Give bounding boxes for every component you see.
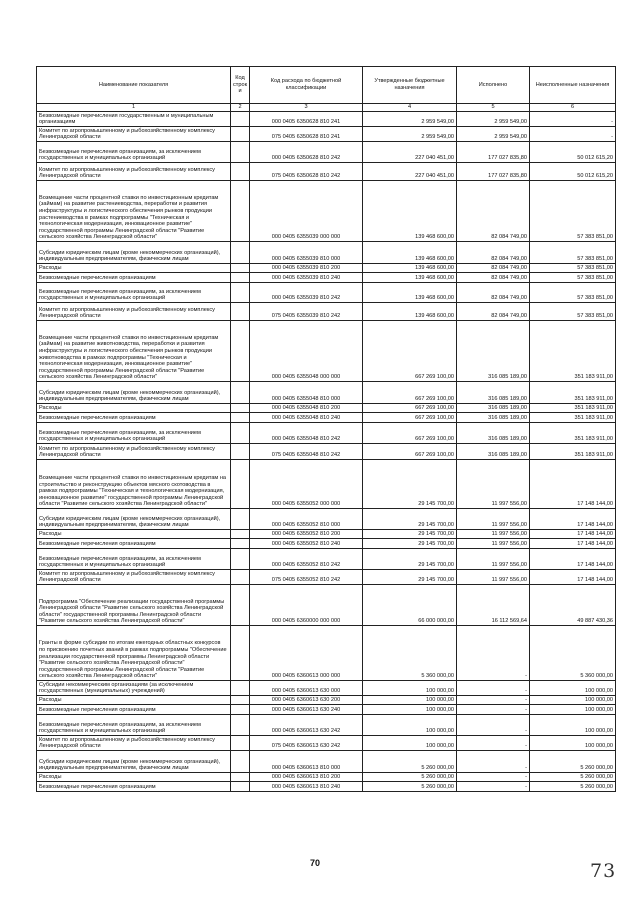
- row-code: 000 0405 6355048 810 000: [250, 382, 363, 404]
- row-code: 000 0405 6355052 000 000: [250, 460, 363, 509]
- row-approved: 227 040 451,00: [363, 142, 457, 163]
- row-unexecuted: 351 183 911,00: [530, 423, 616, 444]
- row-code: 000 0405 6355052 810 200: [250, 530, 363, 539]
- column-number: 5: [457, 104, 530, 112]
- row-approved: 139 468 600,00: [363, 283, 457, 303]
- row-unexecuted: 17 148 144,00: [530, 570, 616, 585]
- row-name: Безвозмездные перечисления организациям, за исключением государственных и муниципальных организаций: [37, 283, 231, 303]
- row-name: Расходы: [37, 264, 231, 273]
- row-unexecuted: 17 148 144,00: [530, 460, 616, 509]
- row-approved: 100 000,00: [363, 696, 457, 705]
- row-code: 000 0405 6355039 810 000: [250, 242, 363, 264]
- table-row: [37, 715, 616, 736]
- row-code: 000 0405 6355048 810 200: [250, 404, 363, 413]
- table-row: [37, 303, 616, 321]
- row-name: Расходы: [37, 696, 231, 705]
- row-executed: 2 959 549,00: [457, 112, 530, 127]
- row-name: Субсидии юридическим лицам (кроме некоммерческих организаций), индивидуальным предпринимателям, физическим лицам: [37, 242, 231, 264]
- row-line-code: [231, 382, 250, 404]
- row-executed: -: [457, 751, 530, 773]
- row-line-code: [231, 444, 250, 460]
- column-number: 6: [530, 104, 616, 112]
- row-name: Комитет по агропромышленному и рыбохозяйственному комплексу Ленинградской области: [37, 570, 231, 585]
- table-row: [37, 242, 616, 264]
- row-approved: 667 269 100,00: [363, 404, 457, 413]
- row-line-code: [231, 585, 250, 626]
- header-code: Код расхода по бюджетной классификации: [250, 67, 363, 104]
- table-row: [37, 530, 616, 539]
- row-approved: 5 260 000,00: [363, 782, 457, 792]
- row-approved: 29 145 700,00: [363, 539, 457, 549]
- row-name: Субсидии юридическим лицам (кроме некоммерческих организаций), индивидуальным предпринимателям, физическим лицам: [37, 509, 231, 530]
- row-approved: 5 260 000,00: [363, 751, 457, 773]
- row-approved: 667 269 100,00: [363, 413, 457, 423]
- row-name: Гранты в форме субсидии по итогам ежегодных областных конкурсов по присвоению почетных званий в рамках подпрограммы "Обеспечение реализации государственной программы Ленинградской области "Развитие сельского хозяйства Ленинградской области" государственной программы Ленинградской области "Развитие сельского хозяйства Ленинградской области": [37, 626, 231, 681]
- row-code: 000 0405 6355048 000 000: [250, 321, 363, 382]
- row-executed: 16 112 569,64: [457, 585, 530, 626]
- row-line-code: [231, 696, 250, 705]
- page-number: 70: [310, 858, 321, 868]
- row-unexecuted: 5 260 000,00: [530, 751, 616, 773]
- row-unexecuted: 17 148 144,00: [530, 530, 616, 539]
- row-approved: 2 959 549,00: [363, 127, 457, 142]
- row-executed: -: [457, 696, 530, 705]
- row-executed: 82 084 749,00: [457, 242, 530, 264]
- row-executed: -: [457, 736, 530, 751]
- row-line-code: [231, 264, 250, 273]
- column-number: 1: [37, 104, 231, 112]
- row-executed: 316 085 189,00: [457, 404, 530, 413]
- row-unexecuted: 100 000,00: [530, 705, 616, 715]
- row-code: 075 0405 6355048 810 242: [250, 444, 363, 460]
- row-approved: 5 360 000,00: [363, 626, 457, 681]
- row-code: 000 0405 6355039 810 200: [250, 264, 363, 273]
- table-row: [37, 283, 616, 303]
- row-executed: -: [457, 715, 530, 736]
- column-number: 3: [250, 104, 363, 112]
- row-line-code: [231, 242, 250, 264]
- row-unexecuted: 57 383 851,00: [530, 303, 616, 321]
- table-row: [37, 273, 616, 283]
- row-approved: 139 468 600,00: [363, 303, 457, 321]
- row-approved: 227 040 451,00: [363, 163, 457, 181]
- row-name: Возмещение части процентной ставки по инвестиционным кредитам (займам) на развитие растениеводства, переработки и развития инфраструктуры и логистического обеспечения рынков продукции растениеводства в рамках подпрограммы "Техническая и технологическая модернизация, инновационное развитие" государственной программы Ленинградской области "Развитие сельского хозяйства Ленинградской области": [37, 181, 231, 242]
- row-approved: 29 145 700,00: [363, 549, 457, 570]
- row-line-code: [231, 736, 250, 751]
- handwritten-page-stamp: 73: [590, 860, 617, 882]
- row-code: 000 0405 6355052 810 000: [250, 509, 363, 530]
- row-line-code: [231, 303, 250, 321]
- row-code: 075 0405 6350628 810 241: [250, 127, 363, 142]
- row-name: Комитет по агропромышленному и рыбохозяйственному комплексу Ленинградской области: [37, 163, 231, 181]
- column-number: 2: [231, 104, 250, 112]
- row-approved: 667 269 100,00: [363, 444, 457, 460]
- row-name: Возмещение части процентной ставки по инвестиционным кредитам на строительство и реконструкцию объектов мясного скотоводства в рамках подпрограммы "Техническая и технологическая модернизация, инновационное развитие" государственной программы Ленинградской области "Развитие сельского хозяйства Ленинградской области": [37, 460, 231, 509]
- table-row: [37, 163, 616, 181]
- table-row: [37, 539, 616, 549]
- row-name: Безвозмездные перечисления организациям, за исключением государственных и муниципальных организаций: [37, 142, 231, 163]
- row-line-code: [231, 404, 250, 413]
- table-body: [37, 112, 616, 792]
- row-unexecuted: 17 148 144,00: [530, 509, 616, 530]
- row-line-code: [231, 181, 250, 242]
- row-line-code: [231, 112, 250, 127]
- row-unexecuted: 17 148 144,00: [530, 549, 616, 570]
- row-executed: 11 997 556,00: [457, 509, 530, 530]
- row-code: 000 0405 6355039 810 242: [250, 283, 363, 303]
- row-line-code: [231, 142, 250, 163]
- row-code: 000 0405 6360000 000 000: [250, 585, 363, 626]
- row-executed: -: [457, 705, 530, 715]
- row-line-code: [231, 509, 250, 530]
- row-approved: 139 468 600,00: [363, 242, 457, 264]
- table-row: [37, 509, 616, 530]
- row-code: 000 0405 6360613 630 000: [250, 681, 363, 696]
- row-unexecuted: 351 183 911,00: [530, 404, 616, 413]
- row-unexecuted: 5 260 000,00: [530, 782, 616, 792]
- row-name: Комитет по агропромышленному и рыбохозяйственному комплексу Ленинградской области: [37, 444, 231, 460]
- row-executed: 11 997 556,00: [457, 549, 530, 570]
- row-unexecuted: 57 383 851,00: [530, 181, 616, 242]
- row-executed: 316 085 189,00: [457, 423, 530, 444]
- table-row: [37, 460, 616, 509]
- table-row: [37, 127, 616, 142]
- row-line-code: [231, 681, 250, 696]
- row-unexecuted: 100 000,00: [530, 736, 616, 751]
- table-row: [37, 142, 616, 163]
- table-row: [37, 423, 616, 444]
- row-unexecuted: -: [530, 127, 616, 142]
- table-row: [37, 681, 616, 696]
- header-approved: Утвержденные бюджетные назначения: [363, 67, 457, 104]
- row-executed: 11 997 556,00: [457, 460, 530, 509]
- table-row: [37, 413, 616, 423]
- row-code: 000 0405 6360613 810 000: [250, 751, 363, 773]
- row-approved: 667 269 100,00: [363, 423, 457, 444]
- row-line-code: [231, 127, 250, 142]
- row-name: Безвозмездные перечисления организациям: [37, 413, 231, 423]
- row-executed: -: [457, 681, 530, 696]
- row-name: Комитет по агропромышленному и рыбохозяйственному комплексу Ленинградской области: [37, 303, 231, 321]
- row-code: 000 0405 6355048 810 242: [250, 423, 363, 444]
- row-name: Безвозмездные перечисления организациям, за исключением государственных и муниципальных организаций: [37, 715, 231, 736]
- row-unexecuted: 57 383 851,00: [530, 283, 616, 303]
- row-approved: 2 959 549,00: [363, 112, 457, 127]
- row-line-code: [231, 705, 250, 715]
- row-approved: 139 468 600,00: [363, 273, 457, 283]
- row-line-code: [231, 530, 250, 539]
- row-executed: 82 084 749,00: [457, 181, 530, 242]
- table-row: [37, 382, 616, 404]
- row-code: 075 0405 6355039 810 242: [250, 303, 363, 321]
- row-executed: 2 959 549,00: [457, 127, 530, 142]
- row-executed: 11 997 556,00: [457, 570, 530, 585]
- row-name: Безвозмездные перечисления организациям: [37, 273, 231, 283]
- row-unexecuted: 100 000,00: [530, 681, 616, 696]
- row-unexecuted: 351 183 911,00: [530, 413, 616, 423]
- row-executed: 11 997 556,00: [457, 539, 530, 549]
- row-executed: 316 085 189,00: [457, 444, 530, 460]
- row-unexecuted: 351 183 911,00: [530, 321, 616, 382]
- row-unexecuted: 49 887 430,36: [530, 585, 616, 626]
- row-unexecuted: 17 148 144,00: [530, 539, 616, 549]
- row-name: Расходы: [37, 773, 231, 782]
- row-approved: 29 145 700,00: [363, 509, 457, 530]
- row-code: 000 0405 6355039 000 000: [250, 181, 363, 242]
- row-approved: 29 145 700,00: [363, 570, 457, 585]
- table-row: [37, 736, 616, 751]
- table-row: [37, 705, 616, 715]
- row-unexecuted: 5 360 000,00: [530, 626, 616, 681]
- row-name: Комитет по агропромышленному и рыбохозяйственному комплексу Ленинградской области: [37, 736, 231, 751]
- table-row: [37, 404, 616, 413]
- table-row: [37, 626, 616, 681]
- row-unexecuted: 100 000,00: [530, 715, 616, 736]
- row-line-code: [231, 751, 250, 773]
- row-name: Безвозмездные перечисления организациям: [37, 782, 231, 792]
- table-row: [37, 112, 616, 127]
- table-row: [37, 751, 616, 773]
- row-executed: 82 084 749,00: [457, 283, 530, 303]
- row-approved: 29 145 700,00: [363, 530, 457, 539]
- row-code: 075 0405 6360613 630 242: [250, 736, 363, 751]
- row-line-code: [231, 163, 250, 181]
- header-executed: Исполнено: [457, 67, 530, 104]
- row-approved: 100 000,00: [363, 736, 457, 751]
- row-line-code: [231, 773, 250, 782]
- row-unexecuted: -: [530, 112, 616, 127]
- row-name: Безвозмездные перечисления организациям: [37, 539, 231, 549]
- row-executed: -: [457, 782, 530, 792]
- row-code: 000 0405 6360613 810 200: [250, 773, 363, 782]
- row-code: 075 0405 6355052 810 242: [250, 570, 363, 585]
- row-unexecuted: 50 012 615,20: [530, 142, 616, 163]
- row-unexecuted: 351 183 911,00: [530, 444, 616, 460]
- row-name: Подпрограмма "Обеспечение реализации государственной программы Ленинградской области "Развитие сельского хозяйства Ленинградской области" государственной программы Ленинградской области "Развитие сельского хозяйства Ленинградской области": [37, 585, 231, 626]
- row-executed: 316 085 189,00: [457, 413, 530, 423]
- row-approved: 139 468 600,00: [363, 264, 457, 273]
- row-name: Безвозмездные перечисления организациям, за исключением государственных и муниципальных организаций: [37, 549, 231, 570]
- row-line-code: [231, 413, 250, 423]
- row-unexecuted: 5 260 000,00: [530, 773, 616, 782]
- row-executed: 82 084 749,00: [457, 264, 530, 273]
- header-unexecuted: Неисполненные назначения: [530, 67, 616, 104]
- row-name: Субсидии юридическим лицам (кроме некоммерческих организаций), индивидуальным предпринимателям, физическим лицам: [37, 751, 231, 773]
- row-code: 000 0405 6350628 810 242: [250, 142, 363, 163]
- row-line-code: [231, 283, 250, 303]
- table-row: [37, 782, 616, 792]
- row-line-code: [231, 423, 250, 444]
- budget-execution-sheet: [36, 66, 615, 792]
- row-line-code: [231, 549, 250, 570]
- header-row: [37, 67, 616, 104]
- row-code: 000 0405 6350628 810 241: [250, 112, 363, 127]
- row-approved: 5 260 000,00: [363, 773, 457, 782]
- table-row: [37, 549, 616, 570]
- row-code: 000 0405 6355052 810 240: [250, 539, 363, 549]
- row-code: 000 0405 6360613 810 240: [250, 782, 363, 792]
- row-unexecuted: 57 383 851,00: [530, 264, 616, 273]
- column-number: 4: [363, 104, 457, 112]
- row-approved: 100 000,00: [363, 705, 457, 715]
- row-line-code: [231, 460, 250, 509]
- column-number-row: [37, 104, 616, 112]
- row-approved: 139 468 600,00: [363, 181, 457, 242]
- row-code: 000 0405 6360613 630 240: [250, 705, 363, 715]
- row-name: Возмещение части процентной ставки по инвестиционным кредитам (займам) на развитие животноводства, переработки и развития инфраструктуры и логистического обеспечения рынков продукции животноводства в рамках подпрограммы "Техническая и технологическая модернизация, инновационное развитие" государственной программы Ленинградской области "Развитие сельского хозяйства Ленинградской области": [37, 321, 231, 382]
- row-approved: 667 269 100,00: [363, 321, 457, 382]
- row-name: Безвозмездные перечисления организациям: [37, 705, 231, 715]
- table-row: [37, 570, 616, 585]
- row-code: 075 0405 6350628 810 242: [250, 163, 363, 181]
- table-row: [37, 321, 616, 382]
- table-row: [37, 696, 616, 705]
- row-code: 000 0405 6360613 000 000: [250, 626, 363, 681]
- row-name: Расходы: [37, 530, 231, 539]
- row-name: Безвозмездные перечисления государственным и муниципальным организациям: [37, 112, 231, 127]
- row-line-code: [231, 626, 250, 681]
- row-executed: 82 084 749,00: [457, 303, 530, 321]
- table-row: [37, 444, 616, 460]
- row-code: 000 0405 6355039 810 240: [250, 273, 363, 283]
- row-approved: 66 000 000,00: [363, 585, 457, 626]
- row-approved: 100 000,00: [363, 681, 457, 696]
- header-line-code: Код строк и: [231, 67, 250, 104]
- row-executed: 177 027 835,80: [457, 142, 530, 163]
- row-approved: 667 269 100,00: [363, 382, 457, 404]
- row-name: Комитет по агропромышленному и рыбохозяйственному комплексу Ленинградской области: [37, 127, 231, 142]
- row-code: 000 0405 6355048 810 240: [250, 413, 363, 423]
- table-row: [37, 264, 616, 273]
- row-unexecuted: 57 383 851,00: [530, 242, 616, 264]
- row-unexecuted: 100 000,00: [530, 696, 616, 705]
- row-executed: -: [457, 626, 530, 681]
- header-name: Наименование показателя: [37, 67, 231, 104]
- row-executed: 82 084 749,00: [457, 273, 530, 283]
- row-line-code: [231, 570, 250, 585]
- row-line-code: [231, 715, 250, 736]
- row-line-code: [231, 273, 250, 283]
- row-approved: 100 000,00: [363, 715, 457, 736]
- row-name: Субсидии некоммерческим организациям (за исключением государственных (муниципальных) учреждений): [37, 681, 231, 696]
- row-name: Безвозмездные перечисления организациям, за исключением государственных и муниципальных организаций: [37, 423, 231, 444]
- table-row: [37, 773, 616, 782]
- row-name: Расходы: [37, 404, 231, 413]
- row-code: 000 0405 6360613 630 200: [250, 696, 363, 705]
- row-line-code: [231, 539, 250, 549]
- row-unexecuted: 50 012 615,20: [530, 163, 616, 181]
- table-row: [37, 585, 616, 626]
- row-code: 000 0405 6360613 630 242: [250, 715, 363, 736]
- row-unexecuted: 351 183 911,00: [530, 382, 616, 404]
- row-executed: 316 085 189,00: [457, 321, 530, 382]
- row-name: Субсидии юридическим лицам (кроме некоммерческих организаций), индивидуальным предпринимателям, физическим лицам: [37, 382, 231, 404]
- row-executed: -: [457, 773, 530, 782]
- row-code: 000 0405 6355052 810 242: [250, 549, 363, 570]
- table-row: [37, 181, 616, 242]
- row-unexecuted: 57 383 851,00: [530, 273, 616, 283]
- row-executed: 11 997 556,00: [457, 530, 530, 539]
- row-executed: 316 085 189,00: [457, 382, 530, 404]
- row-executed: 177 027 835,80: [457, 163, 530, 181]
- row-approved: 29 145 700,00: [363, 460, 457, 509]
- row-line-code: [231, 782, 250, 792]
- budget-table: [36, 66, 616, 792]
- row-line-code: [231, 321, 250, 382]
